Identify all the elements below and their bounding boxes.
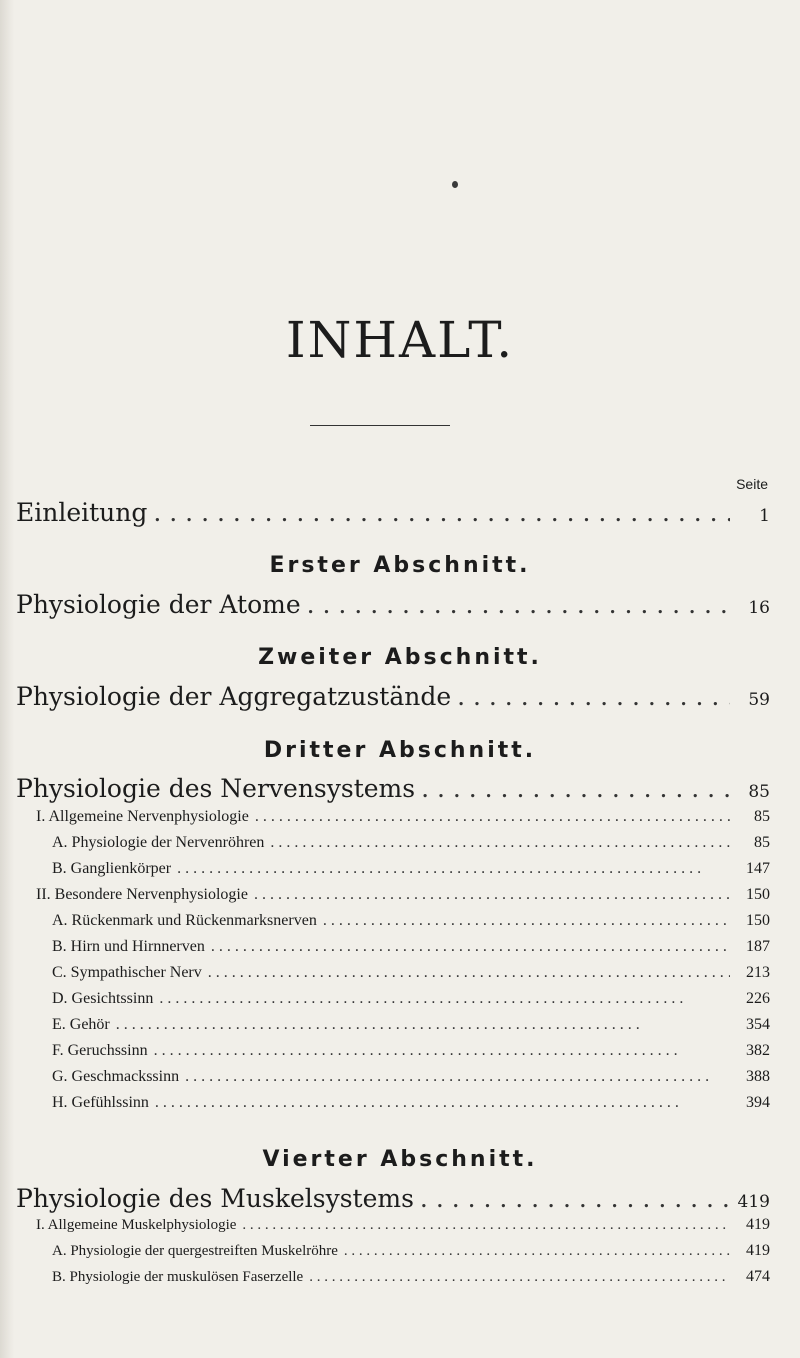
toc-subentry[interactable]	[36, 808, 770, 826]
toc-label: B. Hirn und Hirnnerven	[52, 938, 205, 955]
toc-subentry[interactable]	[36, 1216, 770, 1234]
toc-label: I. Allgemeine Nervenphysiologie	[36, 808, 249, 825]
toc-page-number: 85	[748, 782, 770, 802]
toc-label: F. Geruchssinn	[52, 1042, 148, 1059]
toc-label: E. Gehör	[52, 1016, 110, 1033]
toc-entry-atome[interactable]	[16, 590, 770, 619]
toc-subentry[interactable]	[52, 860, 770, 878]
toc-subentry[interactable]	[52, 990, 770, 1008]
toc-label: A. Physiologie der Nervenröhren	[52, 834, 265, 851]
toc-label: B. Physiologie der muskulösen Faserzelle	[52, 1269, 304, 1285]
dot-leader	[154, 1042, 730, 1060]
page-title: INHALT.	[285, 311, 515, 369]
toc-page-number: 382	[746, 1042, 770, 1059]
dot-leader	[208, 964, 730, 982]
toc-subentry[interactable]	[52, 1042, 770, 1060]
section-heading-vierter: Vierter Abschnitt.	[262, 1147, 538, 1172]
toc-page-number: 419	[746, 1216, 770, 1233]
toc-subentry[interactable]	[52, 1068, 770, 1086]
toc-entry-nervensystem[interactable]	[16, 774, 770, 803]
toc-page-number: 150	[746, 886, 770, 903]
toc-page-number: 187	[746, 938, 770, 955]
dot-leader	[457, 682, 730, 711]
dot-leader	[153, 498, 730, 527]
dot-leader	[270, 834, 730, 852]
dot-leader	[116, 1016, 730, 1034]
toc-label: Einleitung	[16, 498, 148, 527]
toc-page-number: 419	[746, 1242, 770, 1259]
toc-entry-aggregatzustaende[interactable]	[16, 682, 770, 711]
toc-label: II. Besondere Nervenphysiologie	[36, 886, 248, 903]
toc-page-number: 16	[748, 598, 770, 618]
dot-leader	[211, 938, 730, 956]
dot-leader	[185, 1068, 730, 1086]
title-rule	[310, 425, 450, 426]
dot-leader	[421, 774, 730, 803]
toc-subentry[interactable]	[52, 834, 770, 852]
dot-leader	[242, 1217, 730, 1234]
toc-label: Physiologie des Muskelsystems	[16, 1184, 414, 1213]
toc-page-number: 85	[754, 808, 770, 825]
dot-leader	[255, 808, 730, 826]
toc-label: C. Sympathischer Nerv	[52, 964, 202, 981]
toc-page-number: 1	[759, 506, 770, 526]
dot-leader	[177, 860, 730, 878]
toc-page-number: 226	[746, 990, 770, 1007]
toc-label: I. Allgemeine Muskelphysiologie	[36, 1217, 237, 1233]
dot-leader	[254, 886, 730, 904]
toc-label: H. Gefühlssinn	[52, 1094, 149, 1111]
toc-label: A. Physiologie der quergestreiften Muskelröhre	[52, 1243, 338, 1259]
toc-page-number: 85	[754, 834, 770, 851]
section-heading-dritter: Dritter Abschnitt.	[263, 738, 537, 763]
toc-label: Physiologie der Atome	[16, 590, 301, 619]
dot-leader	[323, 912, 730, 930]
toc-page-number: 354	[746, 1016, 770, 1033]
ink-spot	[452, 181, 458, 188]
toc-page-number: 150	[746, 912, 770, 929]
toc-page-number: 394	[746, 1094, 770, 1111]
dot-leader	[159, 990, 730, 1008]
toc-label: A. Rückenmark und Rückenmarksnerven	[52, 912, 317, 929]
toc-label: Physiologie der Aggregatzustände	[16, 682, 452, 711]
toc-page-number: 147	[746, 860, 770, 877]
dot-leader	[344, 1243, 730, 1260]
toc-page-number: 419	[737, 1192, 770, 1212]
toc-label: B. Ganglienkörper	[52, 860, 172, 877]
toc-subentry[interactable]	[52, 1094, 770, 1112]
page-column-label: Seite	[736, 476, 768, 492]
toc-subentry[interactable]	[52, 938, 770, 956]
toc-label: G. Geschmackssinn	[52, 1068, 180, 1085]
toc-subentry[interactable]	[52, 1016, 770, 1034]
toc-page-number: 474	[746, 1268, 770, 1285]
toc-page-number: 59	[748, 690, 770, 710]
section-heading-zweiter: Zweiter Abschnitt.	[258, 645, 542, 670]
toc-subentry[interactable]	[36, 886, 770, 904]
dot-leader	[420, 1184, 730, 1213]
toc-subentry[interactable]	[52, 912, 770, 930]
dot-leader	[155, 1094, 730, 1112]
toc-subentry[interactable]	[52, 1268, 770, 1286]
dot-leader	[309, 1269, 730, 1286]
toc-subentry[interactable]	[52, 1242, 770, 1260]
toc-label: D. Gesichtssinn	[52, 990, 154, 1007]
toc-subentry[interactable]	[52, 964, 770, 982]
toc-page-number: 388	[746, 1068, 770, 1085]
section-heading-erster: Erster Abschnitt.	[269, 553, 531, 578]
toc-page-number: 213	[746, 964, 770, 981]
dot-leader	[307, 590, 730, 619]
toc-entry-muskelsystem[interactable]	[16, 1184, 770, 1213]
toc-entry-einleitung[interactable]	[16, 498, 770, 527]
toc-label: Physiologie des Nervensystems	[16, 774, 416, 803]
